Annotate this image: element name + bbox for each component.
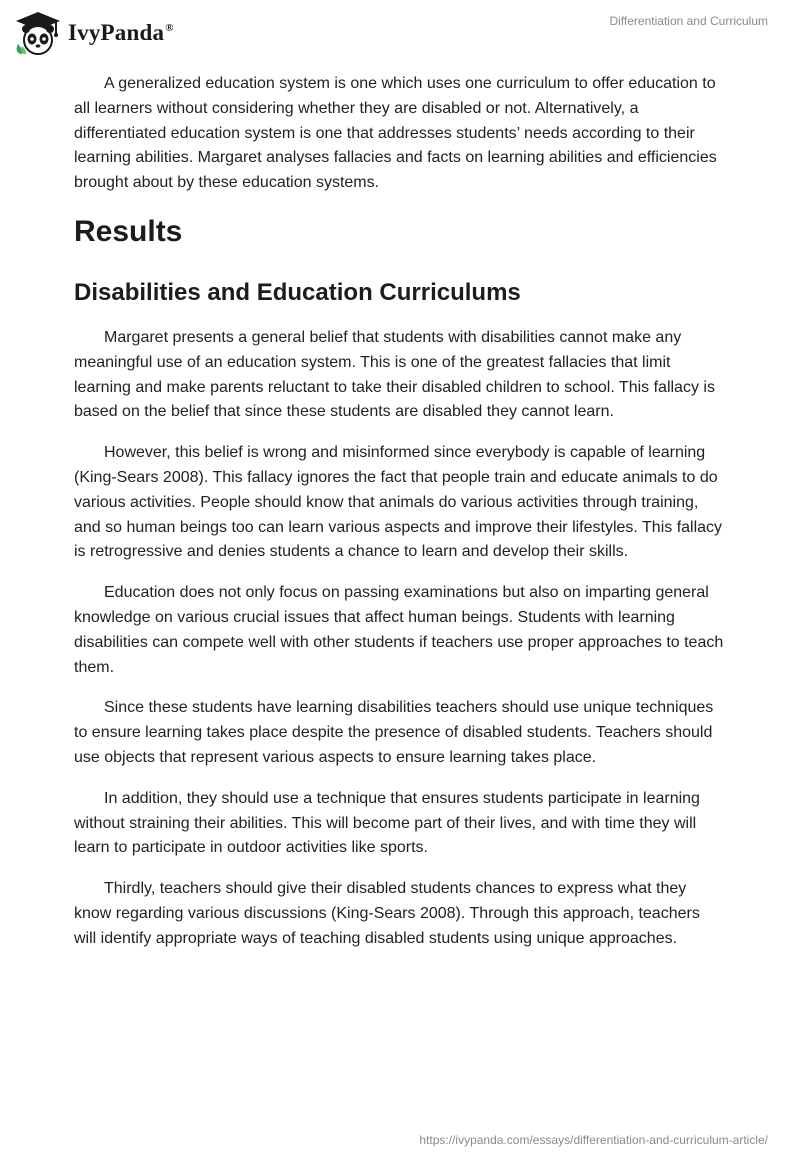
registered-mark: ® bbox=[165, 22, 174, 35]
brand-name bbox=[68, 20, 174, 46]
body-paragraph: Since these students have learning disabilities teachers should use unique techniques to ensure learning takes place despite the presence of disabled students. Teachers should use objects that represent various aspects to ensure learning takes place. bbox=[74, 699, 714, 766]
brand-logo[interactable] bbox=[14, 10, 174, 56]
article-body bbox=[74, 72, 726, 968]
page-header bbox=[0, 0, 800, 64]
brand-name-text: IvyPanda bbox=[68, 20, 165, 45]
intro-paragraph: A generalized education system is one which uses one curriculum to offer education to all learners without considering whether they are disabled or not. Alternatively, a differentiated education system is one that addresses students’ needs according to their learning abilities. Margaret analyses fallacies and facts on learning abilities and efficiencies brought about by these education systems. bbox=[74, 75, 717, 192]
body-paragraph: Education does not only focus on passing examinations but also on imparting general knowledge on various crucial issues that affect human beings. Students with learning disabilities can compete well with other students if teachers use proper approaches to teach them. bbox=[74, 584, 724, 676]
body-paragraph: Margaret presents a general belief that students with disabilities cannot make any meaningful use of an education system. This is one of the greatest fallacies that limit learning and make parents reluctant to take their disabled children to school. This fallacy is based on the belief that since these students are disabled they cannot learn. bbox=[74, 328, 715, 421]
section-heading-results: Results bbox=[74, 214, 183, 248]
body-paragraph: Thirdly, teachers should give their disabled students chances to express what they know regarding various discussions (King-Sears 2008). Through this approach, teachers will identify appropriate ways of teaching disabled students using unique approaches. bbox=[74, 880, 700, 947]
body-paragraph: In addition, they should use a technique that ensures students participate in learning without straining their abilities. This will become part of their lives, and with time they will learn to participate in outdoor activities like sports. bbox=[74, 789, 700, 857]
source-url[interactable]: https://ivypanda.com/essays/differentiation-and-curriculum-article/ bbox=[419, 1133, 768, 1147]
body-paragraph: However, this belief is wrong and misinformed since everybody is capable of learning (King-Sears 2008). This fallacy ignores the fact that people train and educate animals to do various activities. People should know that animals do various activities through training, and so human beings too can learn various aspects and improve their lifestyles. This fallacy is retrogressive and denies students a chance to learn and develop their skills. bbox=[74, 444, 723, 561]
subsection-heading: Disabilities and Education Curriculums bbox=[74, 278, 521, 306]
document-title: Differentiation and Curriculum bbox=[609, 14, 768, 28]
panda-graduate-icon bbox=[14, 10, 62, 56]
